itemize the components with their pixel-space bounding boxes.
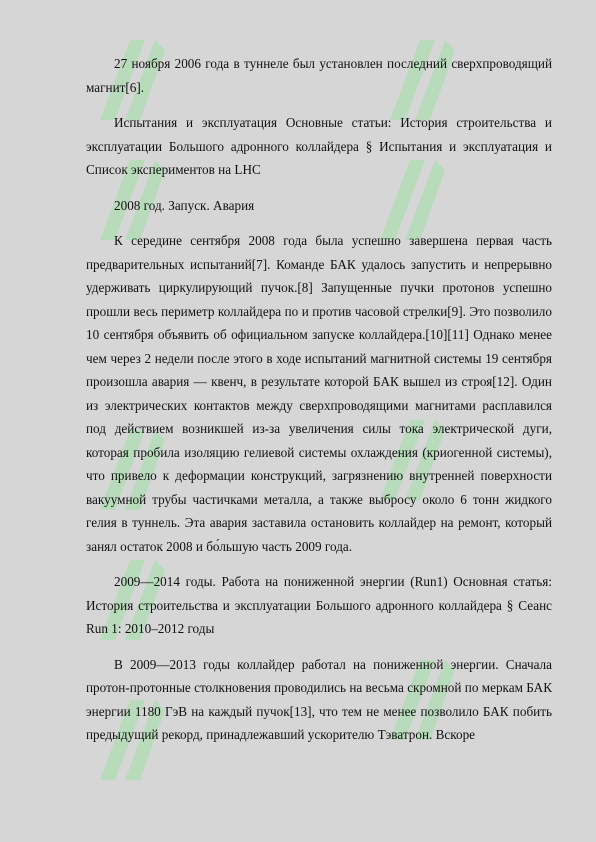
document-body [86, 52, 552, 759]
paragraph-run1-heading: 2009—2014 годы. Работа на пониженной энергии (Run1) Основная статья: История строительства и эксплуатации Большого адронного коллайдера § Сеанс Run 1: 2010–2012 годы [86, 574, 552, 636]
paragraph-magnet-installed: 27 ноября 2006 года в туннеле был установлен последний сверхпроводящий магнит[6]. [86, 56, 552, 95]
paragraph-low-energy-operation: В 2009—2013 годы коллайдер работал на пониженной энергии. Сначала протон-протонные столкновения проводились на весьма скромной по меркам БАК энергии 1180 ГэВ на каждый пучок[13], что тем не менее позволило БАК побить предыдущий рекорд, принадлежавший ускорителю Тэватрон. Вскоре [86, 656, 552, 742]
paragraph-launch-and-accident: К середине сентября 2008 года была успешно завершена первая часть предварительных испытаний[7]. Команде БАК удалось запустить и непрерывно удерживать циркулирующий пучок.[8] Запущенные пучки протонов успешно прошли весь периметр коллайдера по и против часовой стрелки[9]. Это позволило 10 сентября объявить об официальном запуске коллайдера.[10][11] Однако менее чем через 2 недели после этого в ходе испытаний магнитной системы 19 сентября произошла авария — квенч, в результате которой БАК вышел из строя[12]. Один из электрических контактов между сверхпроводящими магнитами расплавился под действием возникшей из-за увеличения силы тока электрической дуги, которая пробила изоляцию гелиевой системы охлаждения (криогенной системы), что привело к деформации конструкций, загрязнению внутренней поверхности вакуумной трубы частичками металла, а также выбросу около 6 тонн жидкого гелия в туннель. Эта авария заставила остановить коллайдер на ремонт, который занял остаток 2008 и бо́льшую часть 2009 года. [86, 233, 552, 554]
section-heading-2008: 2008 год. Запуск. Авария [114, 197, 255, 213]
paragraph-testing-and-operation: Испытания и эксплуатация Основные статьи: История строительства и эксплуатации Большого адронного коллайдера § Испытания и эксплуатация и Список экспериментов на LHC [86, 115, 552, 177]
